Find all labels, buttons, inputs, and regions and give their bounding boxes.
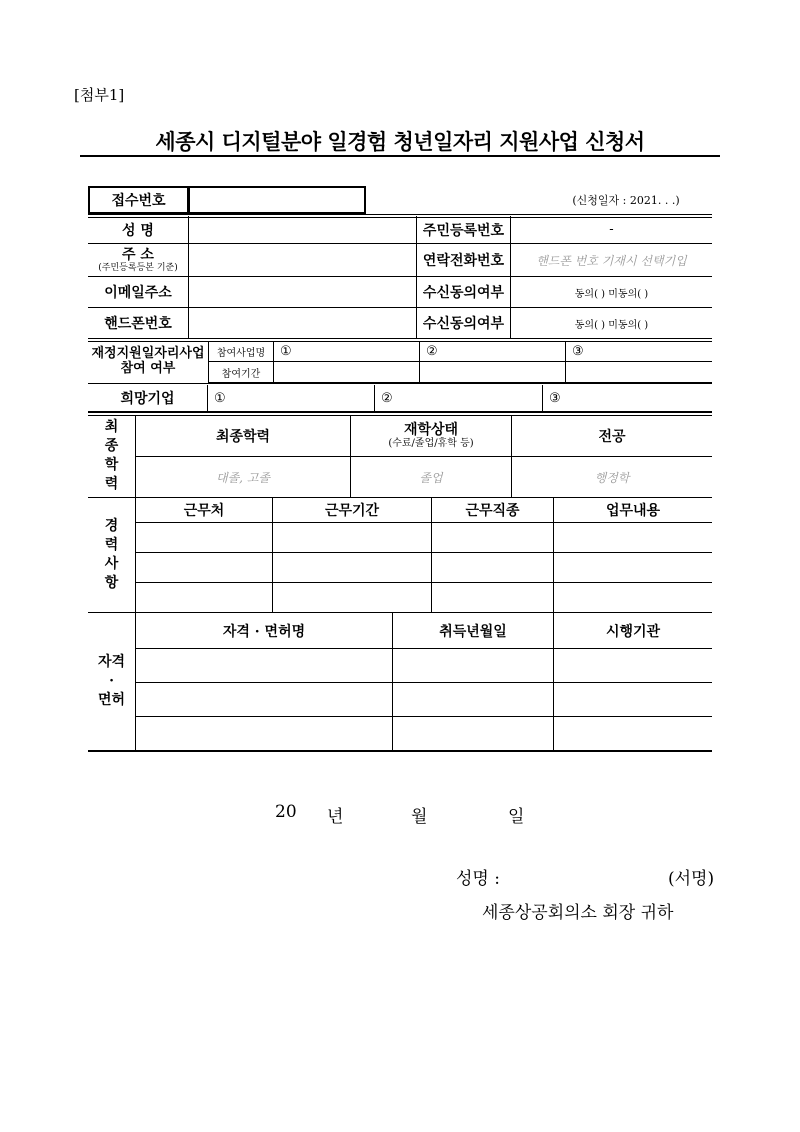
rrn-field[interactable]: - xyxy=(510,216,712,244)
attachment-label: [첨부1] xyxy=(74,86,125,104)
mobile-label: 핸드폰번호 xyxy=(88,307,189,339)
desired-2-num: ② xyxy=(381,390,393,406)
address-label: 주 소 xyxy=(122,246,154,263)
career-row-3-workplace[interactable] xyxy=(135,582,273,613)
email-label: 이메일주소 xyxy=(88,276,189,308)
email-consent-label: 수신동의여부 xyxy=(416,276,511,308)
license-row-2-name[interactable] xyxy=(135,682,393,717)
mobile-field[interactable] xyxy=(188,307,417,339)
career-period-header: 근무기간 xyxy=(272,497,432,523)
license-row-1-name[interactable] xyxy=(135,648,393,683)
project-name-1-num: ① xyxy=(280,343,292,359)
date-month: 월 xyxy=(411,807,428,827)
license-row-3-date[interactable] xyxy=(392,716,554,751)
career-row-3-period[interactable] xyxy=(272,582,432,613)
career-row-2-duties[interactable] xyxy=(553,552,712,583)
license-row-3-name[interactable] xyxy=(135,716,393,751)
date-day: 일 xyxy=(508,807,525,827)
phone-field[interactable]: 핸드폰 번호 기재시 선택기입 xyxy=(510,243,712,277)
education-status-header xyxy=(350,415,512,457)
license-row-1-date[interactable] xyxy=(392,648,554,683)
license-row-1-issuer[interactable] xyxy=(553,648,712,683)
period-1[interactable] xyxy=(273,361,420,383)
desired-label: 희망기업 xyxy=(88,385,208,412)
education-section-label: 최 종 학 력 xyxy=(88,415,136,498)
career-duties-header: 업무내용 xyxy=(553,497,712,523)
sms-consent-label: 수신동의여부 xyxy=(416,307,511,339)
career-row-2-period[interactable] xyxy=(272,552,432,583)
education-major-header: 전공 xyxy=(511,415,712,457)
career-row-2-job[interactable] xyxy=(431,552,554,583)
receipt-no-label: 접수번호 xyxy=(88,186,189,214)
education-major-field[interactable]: 행정학 xyxy=(511,456,712,498)
career-job-header: 근무직종 xyxy=(431,497,554,523)
email-consent-options[interactable]: 동의( ) 미동의( ) xyxy=(510,276,712,308)
email-field[interactable] xyxy=(188,276,417,308)
license-name-header: 자격 · 면허명 xyxy=(135,612,393,649)
signer-name-label: 성명 : xyxy=(456,869,500,889)
license-row-3-issuer[interactable] xyxy=(553,716,712,751)
project-name-2-num: ② xyxy=(426,343,438,359)
funded-bottom-rule xyxy=(88,383,712,384)
address-field[interactable] xyxy=(188,243,417,277)
career-row-1-period[interactable] xyxy=(272,522,432,553)
career-row-3-job[interactable] xyxy=(431,582,554,613)
period-3[interactable] xyxy=(565,361,712,383)
license-issuer-header: 시행기관 xyxy=(553,612,712,649)
license-row-2-date[interactable] xyxy=(392,682,554,717)
career-section-label: 경 력 사 항 xyxy=(88,497,136,613)
career-row-1-job[interactable] xyxy=(431,522,554,553)
signature-placeholder[interactable]: (서명) xyxy=(668,869,715,889)
education-status-label: 재학상태 xyxy=(403,421,459,438)
funded-jobs-label-2: 참여 여부 xyxy=(120,361,176,376)
address-note: (주민등록등본 기준) xyxy=(98,262,178,273)
desired-company-2[interactable] xyxy=(374,385,543,412)
project-name-2[interactable] xyxy=(419,341,566,362)
address-label-cell xyxy=(88,243,189,277)
date-year-prefix: 20 xyxy=(275,802,297,822)
desired-company-1[interactable] xyxy=(207,385,375,412)
education-final-field[interactable]: 대졸, 고졸 xyxy=(135,456,351,498)
title-underline xyxy=(80,155,720,157)
addressee: 세종상공회의소 회장 귀하 xyxy=(482,903,674,923)
project-name-3[interactable] xyxy=(565,341,712,362)
career-row-2-workplace[interactable] xyxy=(135,552,273,583)
period-2[interactable] xyxy=(419,361,566,383)
project-name-1[interactable] xyxy=(273,341,420,362)
name-label: 성 명 xyxy=(88,216,189,244)
desired-company-3[interactable] xyxy=(542,385,712,412)
career-row-1-duties[interactable] xyxy=(553,522,712,553)
date-year: 년 xyxy=(327,807,344,827)
table-bottom-rule xyxy=(88,750,712,752)
period-label: 참여기간 xyxy=(208,361,274,383)
form-title: 세종시 디지털분야 일경험 청년일자리 지원사업 신청서 xyxy=(155,130,645,154)
license-date-header: 취득년월일 xyxy=(392,612,554,649)
career-row-3-duties[interactable] xyxy=(553,582,712,613)
funded-jobs-label-1: 재정지원일자리사업 xyxy=(91,346,205,362)
application-date: (신청일자 : 2021. . .) xyxy=(572,194,680,207)
funded-jobs-label xyxy=(88,341,208,383)
receipt-no-field[interactable] xyxy=(188,186,366,214)
education-final-header: 최종학력 xyxy=(135,415,351,457)
rrn-label: 주민등록번호 xyxy=(416,216,511,244)
license-row-2-issuer[interactable] xyxy=(553,682,712,717)
name-field[interactable] xyxy=(188,216,417,244)
career-row-1-workplace[interactable] xyxy=(135,522,273,553)
project-name-label: 참여사업명 xyxy=(208,341,274,362)
education-status-note: (수료/졸업/휴학 등) xyxy=(388,437,474,449)
desired-3-num: ③ xyxy=(549,390,561,406)
license-section-label: 자격 · 면허 xyxy=(88,612,136,751)
desired-1-num: ① xyxy=(214,390,226,406)
phone-label: 연락전화번호 xyxy=(416,243,511,277)
sms-consent-options[interactable]: 동의( ) 미동의( ) xyxy=(510,307,712,339)
project-name-3-num: ③ xyxy=(572,343,584,359)
education-status-field[interactable]: 졸업 xyxy=(350,456,512,498)
career-workplace-header: 근무처 xyxy=(135,497,273,523)
